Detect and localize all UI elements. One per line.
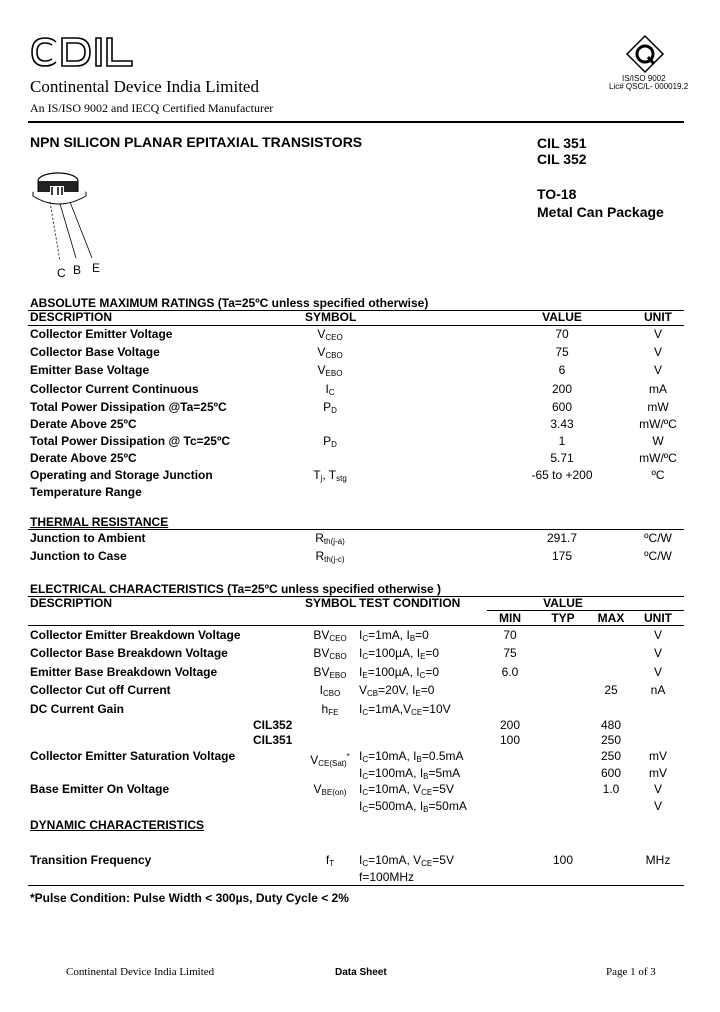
row-max: 1.0 [602,782,620,796]
col-unit: UNIT [644,310,672,324]
row-unit: nA [650,683,666,697]
row-symbol: $R_{th(j-c)}$ [315,549,345,564]
product-line-title: NPN SILICON PLANAR EPITAXIAL TRANSISTORS [30,134,363,150]
row-symbol: $BV_{CEO}$ [313,628,347,643]
table-row [0,548,720,565]
footer-page-number: Page 1 of 3 [606,966,656,978]
row-value: 175 [551,549,573,563]
row-description: Transition Frequency [30,853,152,867]
col-max: MAX [597,611,625,625]
row-condition: $I_C=100mA$, $I_B=5mA$ [359,766,461,781]
row-unit: W [652,434,664,448]
table-row [0,344,720,361]
header-divider [28,121,684,123]
row-unit: mV [649,766,667,780]
row-description: Junction to Case [30,549,127,563]
row-min: 70 [503,628,517,642]
table-row [0,852,720,869]
row-unit: ºC/W [644,549,672,563]
row-condition: $I_C=10mA$, $V_{CE}=5V$ [359,853,454,868]
row-unit: V [653,363,662,377]
row-description: Temperature Range [30,485,142,499]
row-unit: V [653,782,662,796]
row-unit: mW/ºC [639,451,677,465]
row-min: 200 [499,718,521,732]
cert-license: Lic# QSC/L- 000019.2 [609,82,689,91]
footer-doc-type: Data Sheet [335,967,387,978]
row-value: 70 [555,327,569,341]
table-row [0,748,720,768]
row-symbol: $BV_{EBO}$ [313,665,347,680]
abs-max-title: ABSOLUTE MAXIMUM RATINGS (Ta=25ºC unless specified otherwise) [30,296,429,310]
row-value: 3.43 [550,417,574,431]
row-symbol: $P_D$ [323,434,337,449]
table-row [0,781,720,798]
row-description: Operating and Storage Junction [30,468,213,482]
company-name: Continental Device India Limited [30,77,259,96]
row-condition: $I_C=500mA$, $I_B=50mA$ [359,799,467,814]
row-condition: $I_C=1mA$, $I_B=0$ [359,628,429,643]
pin-label-c: C [57,266,66,280]
row-symbol: $T_j$, $T_{stg}$ [313,468,347,483]
row-unit: ºC [651,468,665,482]
pulse-footnote: *Pulse Condition: Pulse Width < 300µs, Duty Cycle < 2% [30,891,349,905]
col-value: VALUE [542,310,582,324]
row-min: 75 [503,646,517,660]
row-max: 600 [600,766,622,780]
table-row [0,381,720,398]
row-min: 6.0 [501,665,519,679]
row-unit: mV [649,749,667,763]
col-unit: UNIT [644,611,672,625]
row-symbol: $V_{CBO}$ [317,345,343,360]
company-logo [28,34,138,74]
col-symbol: SYMBOL [305,310,357,324]
row-unit: MHz [645,853,671,867]
row-symbol: $V_{BE(on)}$ [313,782,347,797]
table-row [0,798,720,815]
row-description: Base Emitter On Voltage [30,782,170,796]
row-symbol: $V_{CEO}$ [317,327,343,342]
electrical-header-rule [28,625,684,626]
table-row [0,326,720,343]
table-row [0,664,720,681]
table-row [0,682,720,699]
row-description: Collector Emitter Voltage [30,327,173,341]
col-description: DESCRIPTION [30,310,113,324]
row-condition: $I_C=10mA$, $I_B=0.5mA$ [359,749,464,764]
electrical-title: ELECTRICAL CHARACTERISTICS (Ta=25ºC unless specified otherwise ) [30,582,442,596]
row-typ: 100 [552,853,574,867]
table-row [0,362,720,379]
col-symbol: SYMBOL [305,596,357,610]
row-max: 480 [600,718,622,732]
row-description: Total Power Dissipation @ Tc=25ºC [30,434,231,448]
row-condition: $I_C=10mA$, $V_{CE}=5V$ [359,782,454,797]
row-unit: V [653,628,662,642]
row-description: Collector Current Continuous [30,382,199,396]
row-condition: f=100MHz [359,870,415,884]
row-unit: V [653,646,662,660]
row-symbol: $BV_{CBO}$ [313,646,347,661]
dynamic-bottom-rule [28,885,684,886]
row-description: Collector Emitter Saturation Voltage [30,749,236,763]
row-symbol: $P_D$ [323,400,337,415]
cert-iso: IS/ISO 9002 [622,74,666,83]
row-value: 600 [551,400,573,414]
row-condition: $V_{CB}=20V$, $I_E=0$ [359,683,435,698]
footer-company: Continental Device India Limited [66,966,215,978]
row-symbol: $I_{CBO}$ [319,683,341,698]
row-description: Derate Above 25ºC [30,451,137,465]
row-unit: ºC/W [644,531,672,545]
row-value: 6 [558,363,566,377]
table-row [0,732,720,749]
table-row [0,530,720,547]
row-symbol: $R_{th(j-a)}$ [315,531,345,546]
col-test-condition: TEST CONDITION [359,596,461,610]
col-typ: TYP [551,611,575,625]
row-symbol: $f_T$ [325,853,335,868]
row-value: -65 to +200 [531,468,593,482]
row-unit: V [653,799,662,813]
package-type: TO-18 [537,186,577,202]
pin-label-e: E [92,261,101,275]
row-description: Collector Base Breakdown Voltage [30,646,228,660]
table-row [0,869,720,886]
row-condition: $I_E=100\mu A$, $I_C=0$ [359,665,440,680]
abs-max-header-row [0,309,720,326]
row-symbol: $h_{FE}$ [321,702,339,717]
quality-q-icon [620,34,670,74]
row-description: Collector Emitter Breakdown Voltage [30,628,241,642]
row-description: Total Power Dissipation @Ta=25ºC [30,400,227,414]
variant-label: CIL351 [253,733,293,747]
row-symbol: $I_C$ [325,382,335,397]
row-symbol: $V_{CE(Sat)}^*$ [310,752,350,768]
row-description: DC Current Gain [30,702,125,716]
part-number-1: CIL 351 [537,135,587,151]
part-number-2: CIL 352 [537,151,587,167]
table-row [0,467,720,484]
variant-label: CIL352 [253,718,293,732]
row-symbol: $V_{EBO}$ [317,363,343,378]
row-description: Emitter Base Breakdown Voltage [30,665,218,679]
row-value: 200 [551,382,573,396]
row-unit: V [653,665,662,679]
pin-label-b: B [73,263,82,277]
company-tagline: An IS/ISO 9002 and IECQ Certified Manufacturer [30,101,274,115]
row-unit: V [653,345,662,359]
row-description: Emitter Base Voltage [30,363,150,377]
col-description: DESCRIPTION [30,596,113,610]
row-unit: mW [647,400,669,414]
cdil-logo-graphic [28,34,138,74]
row-max: 250 [600,733,622,747]
table-row [0,627,720,644]
table-row [0,450,720,467]
row-value: 1 [558,434,566,448]
row-unit: mW/ºC [639,417,677,431]
table-row [0,701,720,718]
row-value: 291.7 [546,531,578,545]
row-max: 250 [600,749,622,763]
row-description: Collector Base Voltage [30,345,160,359]
table-row-continued [0,484,720,501]
dynamic-title: DYNAMIC CHARACTERISTICS [30,818,204,832]
col-value: VALUE [543,596,583,610]
table-row [0,399,720,416]
table-row [0,416,720,433]
package-description: Metal Can Package [537,204,664,220]
to18-package-drawing [28,166,118,278]
table-row [0,645,720,662]
table-row [0,433,720,450]
table-row [0,765,720,782]
row-unit: mA [649,382,667,396]
row-value: 5.71 [550,451,574,465]
row-condition: $I_C=1mA,V_{CE}=10V$ [359,702,451,717]
row-description: Derate Above 25ºC [30,417,137,431]
row-min: 100 [499,733,521,747]
row-description: Collector Cut off Current [30,683,171,697]
thermal-title: THERMAL RESISTANCE [30,515,169,529]
row-value: 75 [555,345,569,359]
row-description: Junction to Ambient [30,531,146,545]
certification-mark [620,34,670,74]
row-unit: V [653,327,662,341]
row-condition: $I_C=100\mu A$, $I_E=0$ [359,646,440,661]
row-max: 25 [604,683,618,697]
col-min: MIN [499,611,521,625]
